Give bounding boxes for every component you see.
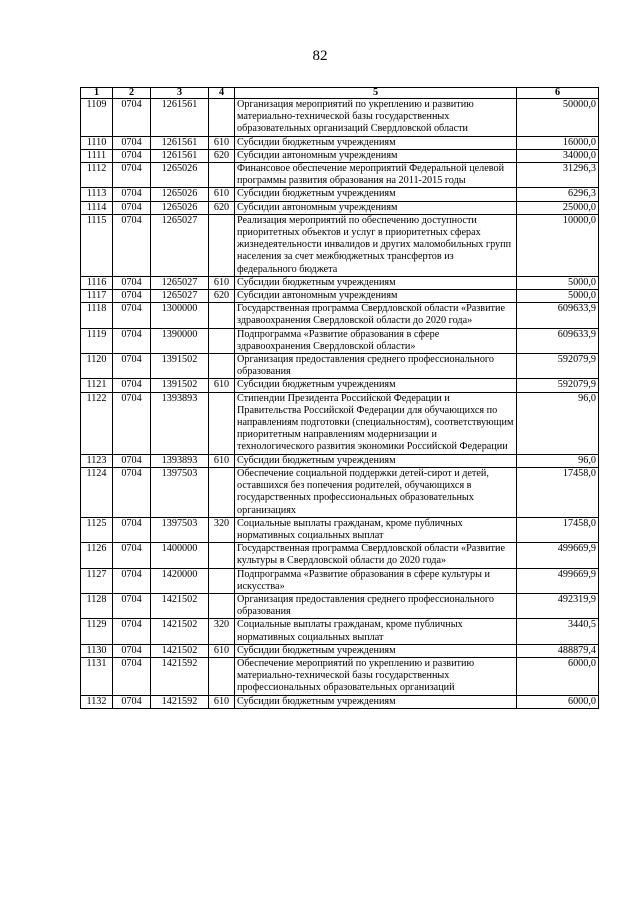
item-name: Финансовое обеспечение мероприятий Федеральной целевой программы развития образования на 2011-2015 годы <box>235 163 517 188</box>
row-number: 1128 <box>81 593 113 618</box>
section-code: 0704 <box>113 99 151 137</box>
amount: 592079,9 <box>517 379 599 392</box>
expense-kind: 620 <box>209 201 235 214</box>
section-code: 0704 <box>113 303 151 328</box>
table-header <box>81 88 599 99</box>
table-row <box>81 392 599 454</box>
section-code: 0704 <box>113 467 151 517</box>
item-name: Государственная программа Свердловской области «Развитие культуры в Свердловской области до 2020 года» <box>235 543 517 568</box>
row-number: 1123 <box>81 454 113 467</box>
section-code: 0704 <box>113 657 151 695</box>
section-code: 0704 <box>113 214 151 276</box>
amount: 499669,9 <box>517 568 599 593</box>
row-number: 1122 <box>81 392 113 454</box>
item-name: Обеспечение социальной поддержки детей-сирот и детей, оставшихся без попечения родителей, обучающихся в государственных профессиональных образовательных организациях <box>235 467 517 517</box>
table-row <box>81 593 599 618</box>
item-name: Субсидии автономным учреждениям <box>235 201 517 214</box>
table-row <box>81 454 599 467</box>
target-code: 1261561 <box>151 149 209 162</box>
amount: 6296,3 <box>517 188 599 201</box>
target-code: 1265027 <box>151 276 209 289</box>
section-code: 0704 <box>113 543 151 568</box>
table-row <box>81 136 599 149</box>
row-number: 1117 <box>81 290 113 303</box>
row-number: 1115 <box>81 214 113 276</box>
row-number: 1121 <box>81 379 113 392</box>
header-row <box>81 88 599 99</box>
expense-kind <box>209 303 235 328</box>
table-row <box>81 214 599 276</box>
table-row <box>81 543 599 568</box>
row-number: 1126 <box>81 543 113 568</box>
amount: 34000,0 <box>517 149 599 162</box>
target-code: 1420000 <box>151 568 209 593</box>
expense-kind: 610 <box>209 188 235 201</box>
table-row <box>81 379 599 392</box>
expense-kind: 610 <box>209 276 235 289</box>
table-row <box>81 644 599 657</box>
section-code: 0704 <box>113 379 151 392</box>
target-code: 1265027 <box>151 290 209 303</box>
item-name: Социальные выплаты гражданам, кроме публичных нормативных социальных выплат <box>235 619 517 644</box>
target-code: 1261561 <box>151 99 209 137</box>
target-code: 1421502 <box>151 619 209 644</box>
table-row <box>81 99 599 137</box>
row-number: 1114 <box>81 201 113 214</box>
item-name: Организация предоставления среднего профессионального образования <box>235 354 517 379</box>
table-row <box>81 290 599 303</box>
section-code: 0704 <box>113 619 151 644</box>
row-number: 1132 <box>81 695 113 708</box>
item-name: Обеспечение мероприятий по укреплению и развитию материально-технической базы государственных профессиональных образовательных организаций <box>235 657 517 695</box>
section-code: 0704 <box>113 354 151 379</box>
amount: 592079,9 <box>517 354 599 379</box>
amount: 10000,0 <box>517 214 599 276</box>
expense-kind <box>209 467 235 517</box>
table-row <box>81 695 599 708</box>
expense-kind <box>209 354 235 379</box>
section-code: 0704 <box>113 644 151 657</box>
section-code: 0704 <box>113 392 151 454</box>
table-row <box>81 354 599 379</box>
table-row <box>81 328 599 353</box>
amount: 50000,0 <box>517 99 599 137</box>
expense-kind: 620 <box>209 290 235 303</box>
budget-table <box>80 87 599 709</box>
expense-kind: 320 <box>209 619 235 644</box>
row-number: 1130 <box>81 644 113 657</box>
row-number: 1116 <box>81 276 113 289</box>
target-code: 1421592 <box>151 657 209 695</box>
item-name: Организация предоставления среднего профессионального образования <box>235 593 517 618</box>
section-code: 0704 <box>113 136 151 149</box>
amount: 17458,0 <box>517 467 599 517</box>
row-number: 1119 <box>81 328 113 353</box>
section-code: 0704 <box>113 163 151 188</box>
amount: 31296,3 <box>517 163 599 188</box>
target-code: 1391502 <box>151 379 209 392</box>
item-name: Субсидии бюджетным учреждениям <box>235 379 517 392</box>
target-code: 1261561 <box>151 136 209 149</box>
header-col-3: 3 <box>151 88 209 99</box>
target-code: 1397503 <box>151 517 209 542</box>
expense-kind <box>209 328 235 353</box>
item-name: Социальные выплаты гражданам, кроме публичных нормативных социальных выплат <box>235 517 517 542</box>
row-number: 1111 <box>81 149 113 162</box>
section-code: 0704 <box>113 290 151 303</box>
amount: 3440,5 <box>517 619 599 644</box>
item-name: Субсидии бюджетным учреждениям <box>235 454 517 467</box>
section-code: 0704 <box>113 695 151 708</box>
header-col-6: 6 <box>517 88 599 99</box>
target-code: 1421502 <box>151 593 209 618</box>
section-code: 0704 <box>113 188 151 201</box>
item-name: Подпрограмма «Развитие образования в сфере культуры и искусства» <box>235 568 517 593</box>
target-code: 1265026 <box>151 201 209 214</box>
amount: 96,0 <box>517 454 599 467</box>
target-code: 1397503 <box>151 467 209 517</box>
table-row <box>81 619 599 644</box>
row-number: 1110 <box>81 136 113 149</box>
amount: 6000,0 <box>517 695 599 708</box>
expense-kind: 610 <box>209 644 235 657</box>
expense-kind <box>209 214 235 276</box>
section-code: 0704 <box>113 593 151 618</box>
row-number: 1112 <box>81 163 113 188</box>
row-number: 1129 <box>81 619 113 644</box>
row-number: 1113 <box>81 188 113 201</box>
row-number: 1120 <box>81 354 113 379</box>
target-code: 1300000 <box>151 303 209 328</box>
item-name: Организация мероприятий по укреплению и развитию материально-технической базы государственных образовательных организаций Свердловской области <box>235 99 517 137</box>
amount: 492319,9 <box>517 593 599 618</box>
amount: 6000,0 <box>517 657 599 695</box>
expense-kind <box>209 99 235 137</box>
amount: 609633,9 <box>517 303 599 328</box>
section-code: 0704 <box>113 149 151 162</box>
row-number: 1127 <box>81 568 113 593</box>
item-name: Субсидии автономным учреждениям <box>235 149 517 162</box>
amount: 499669,9 <box>517 543 599 568</box>
row-number: 1124 <box>81 467 113 517</box>
expense-kind: 320 <box>209 517 235 542</box>
table-row <box>81 163 599 188</box>
expense-kind <box>209 163 235 188</box>
table-row <box>81 303 599 328</box>
header-col-5: 5 <box>235 88 517 99</box>
target-code: 1421502 <box>151 644 209 657</box>
expense-kind <box>209 543 235 568</box>
section-code: 0704 <box>113 517 151 542</box>
table-row <box>81 517 599 542</box>
table-row <box>81 657 599 695</box>
section-code: 0704 <box>113 276 151 289</box>
target-code: 1265027 <box>151 214 209 276</box>
expense-kind <box>209 657 235 695</box>
item-name: Стипендии Президента Российской Федерации и Правительства Российской Федерации для обучающихся по направлениям подготовки (специальностям), соответствующим приоритетным направлениям модернизации и технологического развития экономики Российской Федерации <box>235 392 517 454</box>
expense-kind: 610 <box>209 695 235 708</box>
table-row <box>81 568 599 593</box>
target-code: 1265026 <box>151 188 209 201</box>
amount: 5000,0 <box>517 290 599 303</box>
amount: 16000,0 <box>517 136 599 149</box>
header-col-2: 2 <box>113 88 151 99</box>
item-name: Субсидии бюджетным учреждениям <box>235 276 517 289</box>
target-code: 1265026 <box>151 163 209 188</box>
target-code: 1393893 <box>151 392 209 454</box>
row-number: 1109 <box>81 99 113 137</box>
table-row <box>81 149 599 162</box>
header-col-4: 4 <box>209 88 235 99</box>
section-code: 0704 <box>113 454 151 467</box>
header-col-1: 1 <box>81 88 113 99</box>
target-code: 1390000 <box>151 328 209 353</box>
table-row <box>81 276 599 289</box>
amount: 609633,9 <box>517 328 599 353</box>
row-number: 1131 <box>81 657 113 695</box>
amount: 25000,0 <box>517 201 599 214</box>
page-number: 82 <box>312 48 328 64</box>
table-body <box>81 99 599 709</box>
item-name: Субсидии бюджетным учреждениям <box>235 188 517 201</box>
amount: 17458,0 <box>517 517 599 542</box>
item-name: Субсидии бюджетным учреждениям <box>235 644 517 657</box>
expense-kind: 610 <box>209 379 235 392</box>
target-code: 1400000 <box>151 543 209 568</box>
item-name: Субсидии бюджетным учреждениям <box>235 136 517 149</box>
target-code: 1391502 <box>151 354 209 379</box>
row-number: 1125 <box>81 517 113 542</box>
expense-kind <box>209 593 235 618</box>
table-row <box>81 188 599 201</box>
item-name: Подпрограмма «Развитие образования в сфере здравоохранения Свердловской области» <box>235 328 517 353</box>
row-number: 1118 <box>81 303 113 328</box>
expense-kind: 610 <box>209 454 235 467</box>
item-name: Государственная программа Свердловской области «Развитие здравоохранения Свердловской области до 2020 года» <box>235 303 517 328</box>
expense-kind <box>209 392 235 454</box>
expense-kind: 610 <box>209 136 235 149</box>
expense-kind: 620 <box>209 149 235 162</box>
item-name: Реализация мероприятий по обеспечению доступности приоритетных объектов и услуг в приоритетных сферах жизнедеятельности инвалидов и других маломобильных групп населения за счет межбюджетных трансфертов из федерального бюджета <box>235 214 517 276</box>
amount: 488879,4 <box>517 644 599 657</box>
table-row <box>81 467 599 517</box>
section-code: 0704 <box>113 328 151 353</box>
target-code: 1393893 <box>151 454 209 467</box>
item-name: Субсидии бюджетным учреждениям <box>235 695 517 708</box>
amount: 5000,0 <box>517 276 599 289</box>
section-code: 0704 <box>113 568 151 593</box>
section-code: 0704 <box>113 201 151 214</box>
target-code: 1421592 <box>151 695 209 708</box>
item-name: Субсидии автономным учреждениям <box>235 290 517 303</box>
expense-kind <box>209 568 235 593</box>
amount: 96,0 <box>517 392 599 454</box>
table-row <box>81 201 599 214</box>
